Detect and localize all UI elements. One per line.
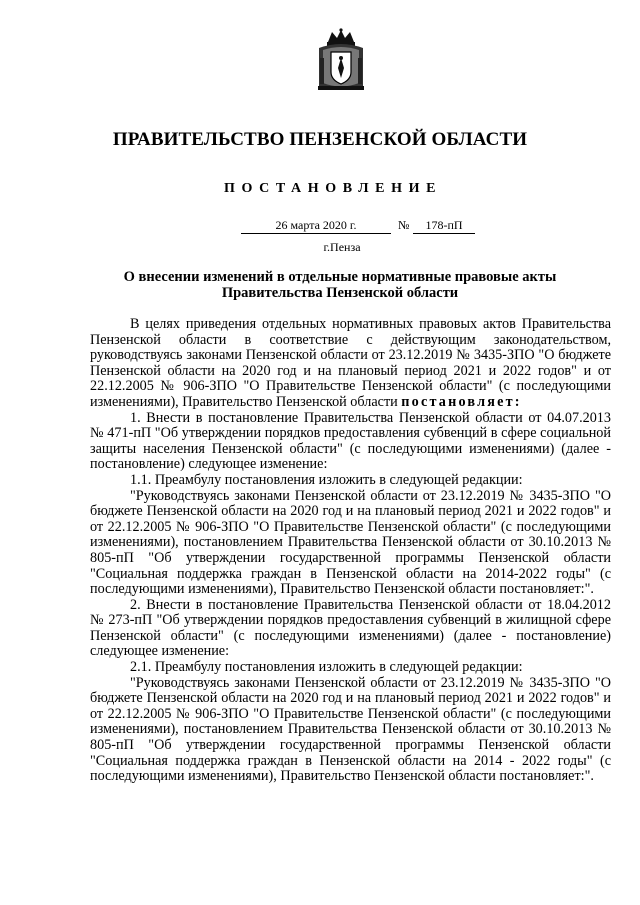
paragraph-1-1: 1.1. Преамбулу постановления изложить в следующей редакции: <box>130 471 523 488</box>
preamble-text: В целях приведения отдельных нормативных правовых актов Правительства Пензенской области в соответствие с действующим законодательством, руководствуясь законами Пензенской области от 23.12.2019 № 3435-ЗПО "О бюджете Пензенской области на 2020 год и на плановый период 2021 и 2022 годов" и от 22.12.2005 № 906-ЗПО "О Правительстве Пензенской области" (с последующими изменениями), Правительство Пензенской области <box>90 316 611 410</box>
document-number: 178-пП <box>413 219 475 234</box>
paragraph-2: 2. Внести в постановление Правительства Пензенской области от 18.04.2012 № 273-пП "Об утверждении порядков предоставления субвенций в жилищной сфере Пензенской области" (с последующими изменениями) (далее - постановление) следующее изменение: <box>90 596 611 660</box>
number-sign: № <box>398 218 410 232</box>
preamble-paragraph <box>90 317 611 411</box>
paragraph-2-1-quote: "Руководствуясь законами Пензенской области от 23.12.2019 № 3435-ЗПО "О бюджете Пензенской области на 2020 год и на плановый период 2021 и 2022 годов" и от 22.12.2005 № 906-ЗПО "О Правительстве Пензенской области" (с последующими изменениями), постановлением Правительства Пензенской области от 30.10.2013 № 805-пП "Об утверждении государственной программы Пензенской области "Социальная поддержка граждан в Пензенской области на 2014 - 2022 годы" (с последующими изменениями), Правительство Пензенской области постановляет:". <box>90 674 611 785</box>
coat-of-arms-emblem <box>316 28 366 92</box>
document-type: ПОСТАНОВЛЕНИЕ <box>223 181 443 196</box>
decree-word: постановляет: <box>401 393 522 410</box>
document-body <box>90 317 611 785</box>
paragraph-1: 1. Внести в постановление Правительства Пензенской области от 04.07.2013 № 471-пП "Об утверждении порядков предоставления субвенций в сфере социальной защиты населения Пензенской области" (с последующими изменениями) (далее - постановление) следующее изменение: <box>90 409 611 473</box>
document-title: О внесении изменений в отдельные нормативные правовые акты Правительства Пензенской области <box>123 269 557 301</box>
city: г.Пенза <box>323 240 361 254</box>
government-title: ПРАВИТЕЛЬСТВО ПЕНЗЕНСКОЙ ОБЛАСТИ <box>112 129 528 150</box>
paragraph-2-1: 2.1. Преамбулу постановления изложить в следующей редакции: <box>130 659 523 676</box>
document-date: 26 марта 2020 г. <box>241 219 391 234</box>
paragraph-1-1-quote: "Руководствуясь законами Пензенской области от 23.12.2019 № 3435-ЗПО "О бюджете Пензенской области на 2020 год и на плановый период 2021 и 2022 годов" и от 22.12.2005 № 906-ЗПО "О Правительстве Пензенской области" (с последующими изменениями), постановлением Правительства Пензенской области от 30.10.2013 № 805-пП "Об утверждении государственной программы Пензенской области "Социальная поддержка граждан в Пензенской области на 2014-2022 годы" (с последующими изменениями), Правительство Пензенской области постановляет:". <box>90 487 611 598</box>
